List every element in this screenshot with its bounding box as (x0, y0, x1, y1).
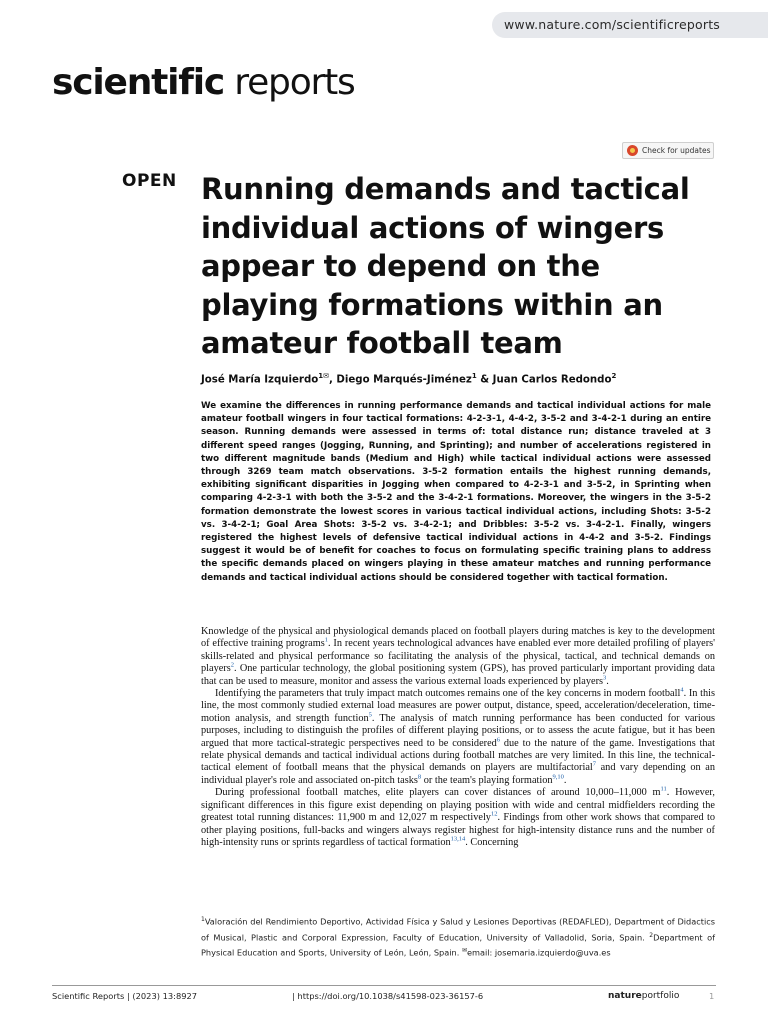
author-name[interactable]: Juan Carlos Redondo (492, 374, 612, 386)
citation-ref[interactable]: 13,14 (450, 835, 466, 843)
journal-url-tab[interactable] (492, 12, 768, 38)
brand-bold: nature (608, 991, 642, 1001)
check-for-updates-label: Check for updates (642, 146, 711, 155)
correspondence-email[interactable]: email: josemaria.izquierdo@uva.es (466, 948, 611, 959)
citation-ref[interactable]: 2 (230, 661, 234, 669)
citation-ref[interactable]: 12 (490, 810, 498, 818)
article-body (201, 626, 715, 849)
crossmark-icon (627, 145, 638, 156)
body-text: and vary depending on an individual player's role and associated on-pitch tasks (201, 762, 715, 786)
citation-ref[interactable]: 4 (680, 686, 684, 694)
author-list (201, 372, 616, 385)
body-text: Knowledge of the physical and physiological demands placed on football players during matches is key to the development of effective training programs (201, 626, 715, 650)
body-text: . In this line, the most commonly studied external load measures are power output, distance, speed, acceleration/deceleration, time-motion analysis, and strength function (201, 688, 715, 724)
author-separator: , (329, 374, 337, 386)
abstract: We examine the differences in running performance demands and tactical individual actions for male amateur football wingers in four tactical formations: 4-2-3-1, 4-4-2, 3-5-2 and 3-4-2-1 during an entire season. Running demands were assessed in terms of: total distance run; distance traveled at 3 different speed ranges (Jogging, Running, and Sprinting); and number of accelerations registered in two different magnitude bands (Medium and High) while tactical individual actions were assessed through 3269 team match observations. 3-5-2 formation entails the highest running demands, exhibiting significant disparities in Jogging when compared to 4-2-3-1 and 3-5-2, in Sprinting when comparing 4-2-3-1 with both the 3-5-2 and the 3-4-2-1 formations. Moreover, the wingers in the 3-5-2 formation demonstrate the lowest scores in various tactical individual actions, including Shots: 3-5-2 vs. 3-4-2-1; Goal Area Shots: 3-5-2 vs. 3-4-2-1; and Dribbles: 3-5-2 vs. 3-4-2-1. Finally, wingers registered the highest levels of defensive tactical individual actions in 4-4-2 and 3-5-2. Findings suggest it would be of benefit for coaches to focus on formulating specific training plans to address the specific demands placed on wingers playing in these amateur matches and running performance demands and tactical individual actions should be considered together with tactical formation. (201, 401, 711, 583)
citation-ref[interactable]: 8 (417, 773, 422, 781)
author-name[interactable]: Diego Marqués-Jiménez (336, 374, 472, 386)
open-access-label: OPEN (122, 171, 177, 191)
footer-doi-link[interactable]: | https://doi.org/10.1038/s41598-023-36157-6 (292, 991, 484, 1001)
citation-ref[interactable]: 5 (368, 711, 372, 719)
author-name[interactable]: José María Izquierdo (201, 374, 319, 386)
author-affiliation-mark: 1 (471, 372, 477, 380)
citation-ref[interactable]: 3 (603, 674, 607, 682)
body-paragraph (201, 626, 715, 688)
affiliation-mark: 2 (649, 931, 654, 939)
brand-light: portfolio (641, 991, 680, 1001)
logo-light-text: reports (234, 62, 355, 103)
body-text: . (606, 675, 609, 687)
citation-ref[interactable]: 1 (324, 636, 329, 644)
affiliations-footnote (201, 913, 715, 960)
journal-logo (52, 62, 355, 103)
body-text: . Findings from other work shows that compared to other playing positions, full-backs and wingers always register highest for high-intensity distance runs and the number of high-intensity runs or sprints regardless of tactical formation (201, 812, 715, 848)
citation-ref[interactable]: 7 (592, 761, 597, 769)
nature-portfolio-logo (608, 991, 679, 1001)
body-paragraph (201, 688, 715, 787)
body-text: . In recent years technological advances have enabled ever more detailed profiling of players' skills-related and physical performance so facilitating the analysis of the physical, tactical, and technical demands on players (201, 638, 716, 675)
citation-ref[interactable]: 6 (496, 736, 501, 744)
citation-ref[interactable]: 9,10 (552, 773, 564, 781)
body-text: . However, significant differences in this figure exist depending on playing position with wide and central midfielders recording the greatest total running distances: 11,900 m and 12,027 m respectively (201, 787, 715, 824)
author-separator: & (476, 374, 493, 386)
page-number: 1 (709, 991, 715, 1001)
article-title: Running demands and tactical individual actions of wingers appear to depend on the playing formations within an amateur football team (201, 172, 690, 360)
author-affiliation-mark: 1✉ (318, 372, 329, 380)
body-text: . One particular technology, the global positioning system (GPS), has proved particularly important providing data that can be used to measure, monitor and assess the various external loads experienced by players (201, 663, 715, 687)
body-text: . The analysis of match running performance has been conducted for various purposes, including to distinguish the profiles of different playing positions, or to assess the acute fatigue, but it has been argued that more tactical-strategic perspectives need to be considered (201, 712, 716, 749)
envelope-icon: ✉ (461, 947, 467, 955)
affiliation-text: Department of Physical Education and Sports, University of León, León, Spain. (201, 932, 715, 959)
footer-divider (52, 985, 716, 986)
citation-ref[interactable]: 11 (660, 785, 667, 793)
logo-bold-text: scientific (52, 62, 225, 103)
journal-url[interactable]: www.nature.com/scientificreports (504, 17, 721, 32)
affiliation-mark: 1 (201, 916, 205, 923)
body-text: or the team's playing formation (421, 774, 553, 786)
body-text: During professional football matches, elite players can cover distances of around 10,000–11,000 m (215, 787, 661, 799)
author-affiliation-mark: 2 (611, 372, 617, 380)
body-text: . Concerning (465, 836, 519, 848)
body-text: . (563, 774, 567, 786)
body-paragraph (201, 787, 715, 849)
footer-citation: Scientific Reports | (2023) 13:8927 (52, 991, 198, 1001)
affiliation-text: Valoración del Rendimiento Deportivo, Actividad Física y Salud y Lesiones Deportivas (REDAFLED), Department of Didactics of Musical, Plastic and Corporal Expression, Faculty of Education, University of Valladolid, Soria, Spain. (201, 916, 715, 943)
body-text: Identifying the parameters that truly impact match outcomes remains one of the key concerns in modern football (215, 688, 681, 700)
check-for-updates-button[interactable] (622, 142, 714, 159)
body-text: due to the nature of the game. Investigations that relate physical demands and tactical individual actions during football matches are very limited. In this line, the technical-tactical element of football means that the physical demands on players are multifactorial (201, 737, 715, 774)
